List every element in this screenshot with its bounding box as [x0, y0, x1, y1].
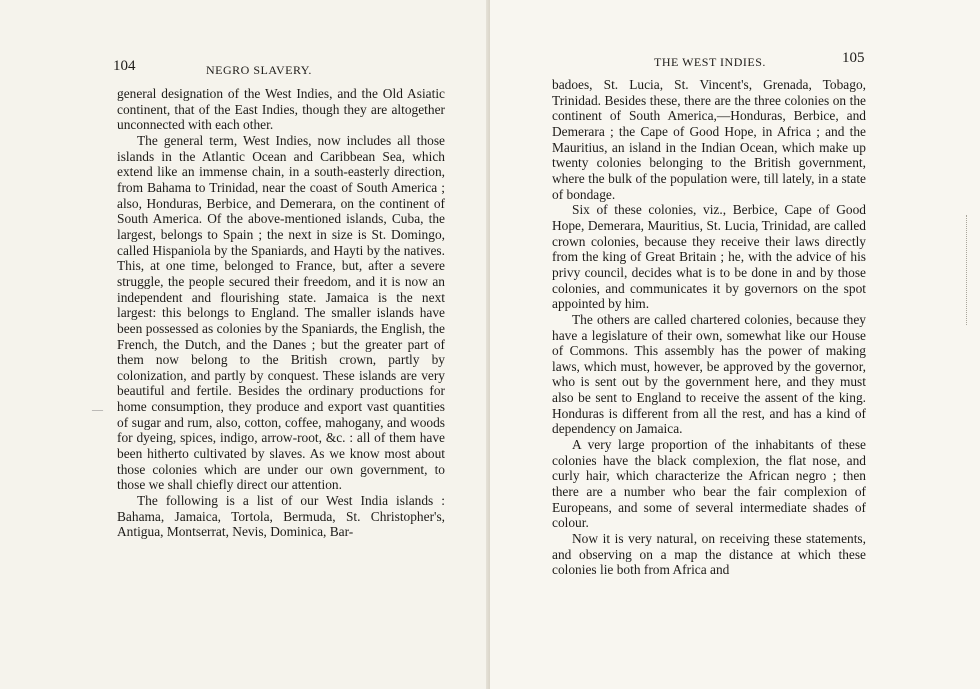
- right-page-number: 105: [842, 50, 865, 66]
- right-paragraph-4: A very large proportion of the inhabitants of these colonies have the black complexion, the flat nose, and curly hair, which characterize the African negro ; then there are a number who bear the fair complexion of Europeans, and some of several intermediate shades of colour.: [552, 437, 866, 531]
- right-text-column: [552, 77, 866, 578]
- margin-dash: —: [92, 404, 103, 416]
- right-paragraph-2: Six of these colonies, viz., Berbice, Cape of Good Hope, Demerara, Mauritius, St. Lucia, Trinidad, are called crown colonies, because they receive their laws directly from the king of Great Britain ; he, with the advice of his privy council, decides what is to be done in and by those colonies, and communicates it by governors on the spot appointed by him.: [552, 202, 866, 312]
- right-paragraph-1: badoes, St. Lucia, St. Vincent's, Grenada, Tobago, Trinidad. Besides these, there are the three colonies on the continent of South America,—Honduras, Berbice, and Demerara ; the Cape of Good Hope, in Africa ; and the Mauritius, an island in the Indian Ocean, which make up twenty colonies belonging to the British government, where the bulk of the population were, till lately, in a state of bondage.: [552, 77, 866, 202]
- left-paragraph-1: general designation of the West Indies, and the Old Asiatic continent, that of the East Indies, though they are altogether unconnected with each other.: [117, 86, 445, 133]
- left-page-number: 104: [113, 58, 136, 74]
- right-running-head: THE WEST INDIES.: [654, 55, 766, 69]
- right-paragraph-5: Now it is very natural, on receiving these statements, and observing on a map the distance at which these colonies lie both from Africa and: [552, 531, 866, 578]
- left-paragraph-2: The general term, West Indies, now includes all those islands in the Atlantic Ocean and Caribbean Sea, which extend like an immense chain, in a south-easterly direction, from Bahama to Trinidad, near the coast of South America ; also, Honduras, Berbice, and Demerara, on the continent of South America. Of the above-mentioned islands, Cuba, the largest, belongs to Spain ; the next in size is St. Domingo, called Hispaniola by the Spaniards, and Hayti by the natives. This, at one time, belonged to France, but, after a severe struggle, the people secured their freedom, and it is now an independent and flourishing state. Jamaica is the next largest: this belongs to England. The smaller islands have been possessed as colonies by the Spaniards, the English, the French, the Dutch, and the Danes ; but the greater part of them now belong to the British crown, partly by colonization, and partly by conquest. These islands are very beautiful and fertile. Besides the ordinary productions for home consumption, they produce and export vast quantities of sugar and rum, also, cotton, coffee, mahogany, and woods for dyeing, spices, indigo, arrow-root, &c. : all of them have been hitherto cultivated by slaves. As we know most about those colonies which are under our own government, to those we shall chiefly direct our attention.: [117, 132, 445, 493]
- right-page: [490, 0, 980, 689]
- left-text-column: [117, 86, 445, 540]
- left-paragraph-3: The following is a list of our West India islands : Bahama, Jamaica, Tortola, Bermuda, St. Christopher's, Antigua, Montserrat, Nevis, Dominica, Bar-: [117, 493, 445, 540]
- left-running-head: NEGRO SLAVERY.: [206, 63, 312, 77]
- page-edge-marks: [966, 215, 968, 325]
- right-paragraph-3: The others are called chartered colonies, because they have a legislature of their own, somewhat like our House of Commons. This assembly has the power of making laws, which must, however, be approved by the governor, who is sent out by the government here, and they must also be sent to England to receive the assent of the king. Honduras is different from all the rest, and has a kind of dependency on Jamaica.: [552, 311, 866, 437]
